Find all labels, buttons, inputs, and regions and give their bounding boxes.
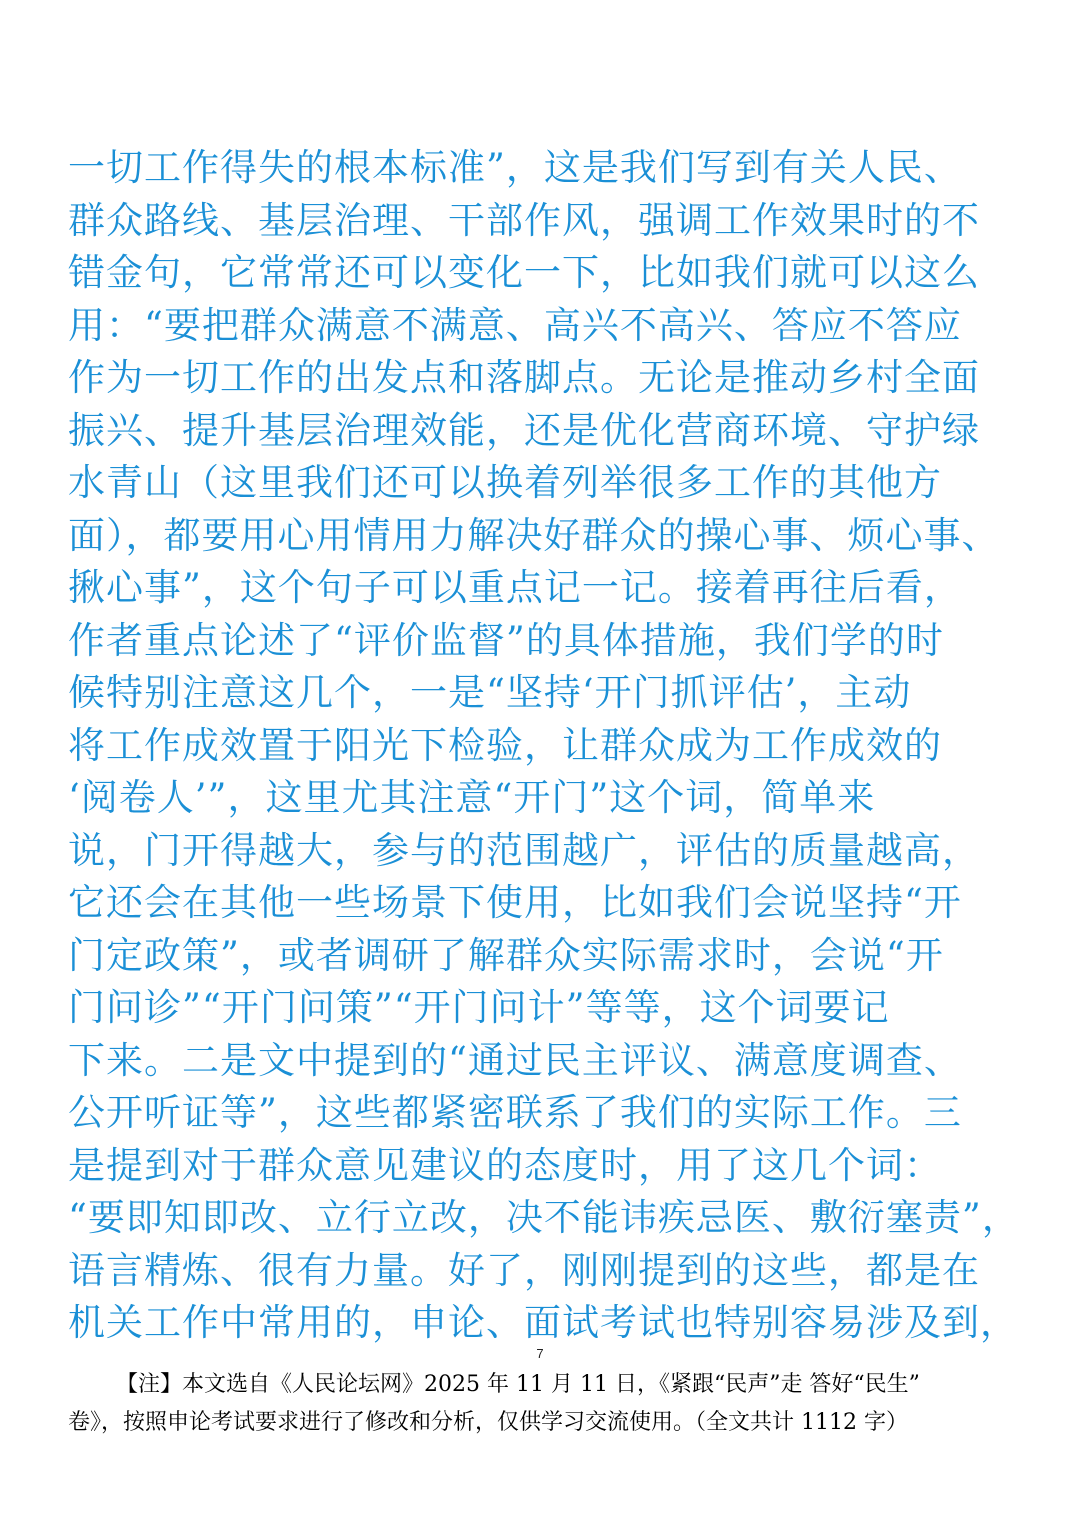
note-line: 【注】本文选自《人民论坛网》2025 年 11 月 11 日，《紧跟“民声”走 答好“民生”	[116, 1372, 920, 1397]
source-note	[68, 1366, 1028, 1442]
body-line: 门问诊”“开门问策”“开门问计”等等，这个词要记	[68, 986, 890, 1029]
note-line: 卷》，按照申论考试要求进行了修改和分析，仅供学习交流使用。（全文共计 1112 字）	[68, 1410, 908, 1435]
page-number: 7	[536, 1346, 544, 1361]
body-text	[68, 142, 1028, 1350]
body-line: 机关工作中常用的，申论、面试考试也特别容易涉及到，	[68, 1301, 1018, 1344]
body-line: 是提到对于群众意见建议的态度时，用了这几个词：	[68, 1143, 942, 1187]
body-line: 错金句，它常常还可以变化一下，比如我们就可以这么	[68, 251, 980, 294]
body-line: 候特别注意这几个，一是“坚持‘开门抓评估’，主动	[68, 671, 912, 714]
body-line: 水青山（这里我们还可以换着列举很多工作的其他方	[68, 461, 942, 504]
body-line: 它还会在其他一些场景下使用，比如我们会说坚持“开	[68, 881, 962, 924]
body-line: ‘阅卷人’”，这里尤其注意“开门”这个词，简单来	[68, 776, 876, 819]
body-line: 振兴、提升基层治理效能，还是优化营商环境、守护绿	[68, 408, 980, 452]
body-line: 群众路线、基层治理、干部作风，强调工作效果时的不	[68, 198, 980, 242]
body-line: 说，门开得越大，参与的范围越广，评估的质量越高，	[68, 828, 980, 872]
body-line: 面），都要用心用情用力解决好群众的操心事、烦心事、	[68, 513, 1000, 557]
body-line: “要即知即改、立行立改，决不能讳疾忌医、敷衍塞责”，	[68, 1196, 1020, 1239]
body-line: 门定政策”，或者调研了解群众实际需求时，会说“开	[68, 933, 944, 977]
body-line: 用：“要把群众满意不满意、高兴不高兴、答应不答应	[68, 303, 962, 347]
body-line: 语言精炼、很有力量。好了，刚刚提到的这些，都是在	[68, 1248, 980, 1292]
body-line: 揪心事”，这个句子可以重点记一记。接着再往后看，	[68, 566, 962, 609]
body-line: 下来。二是文中提到的“通过民主评议、满意度调查、	[68, 1038, 962, 1082]
body-line: 作者重点论述了“评价监督”的具体措施，我们学的时	[68, 618, 944, 662]
body-line: 公开听证等”，这些都紧密联系了我们的实际工作。三	[68, 1091, 962, 1134]
body-line: 一切工作得失的根本标准”，这是我们写到有关人民、	[68, 146, 962, 189]
body-line: 将工作成效置于阳光下检验，让群众成为工作成效的	[68, 723, 942, 767]
body-line: 作为一切工作的出发点和落脚点。无论是推动乡村全面	[68, 356, 980, 399]
